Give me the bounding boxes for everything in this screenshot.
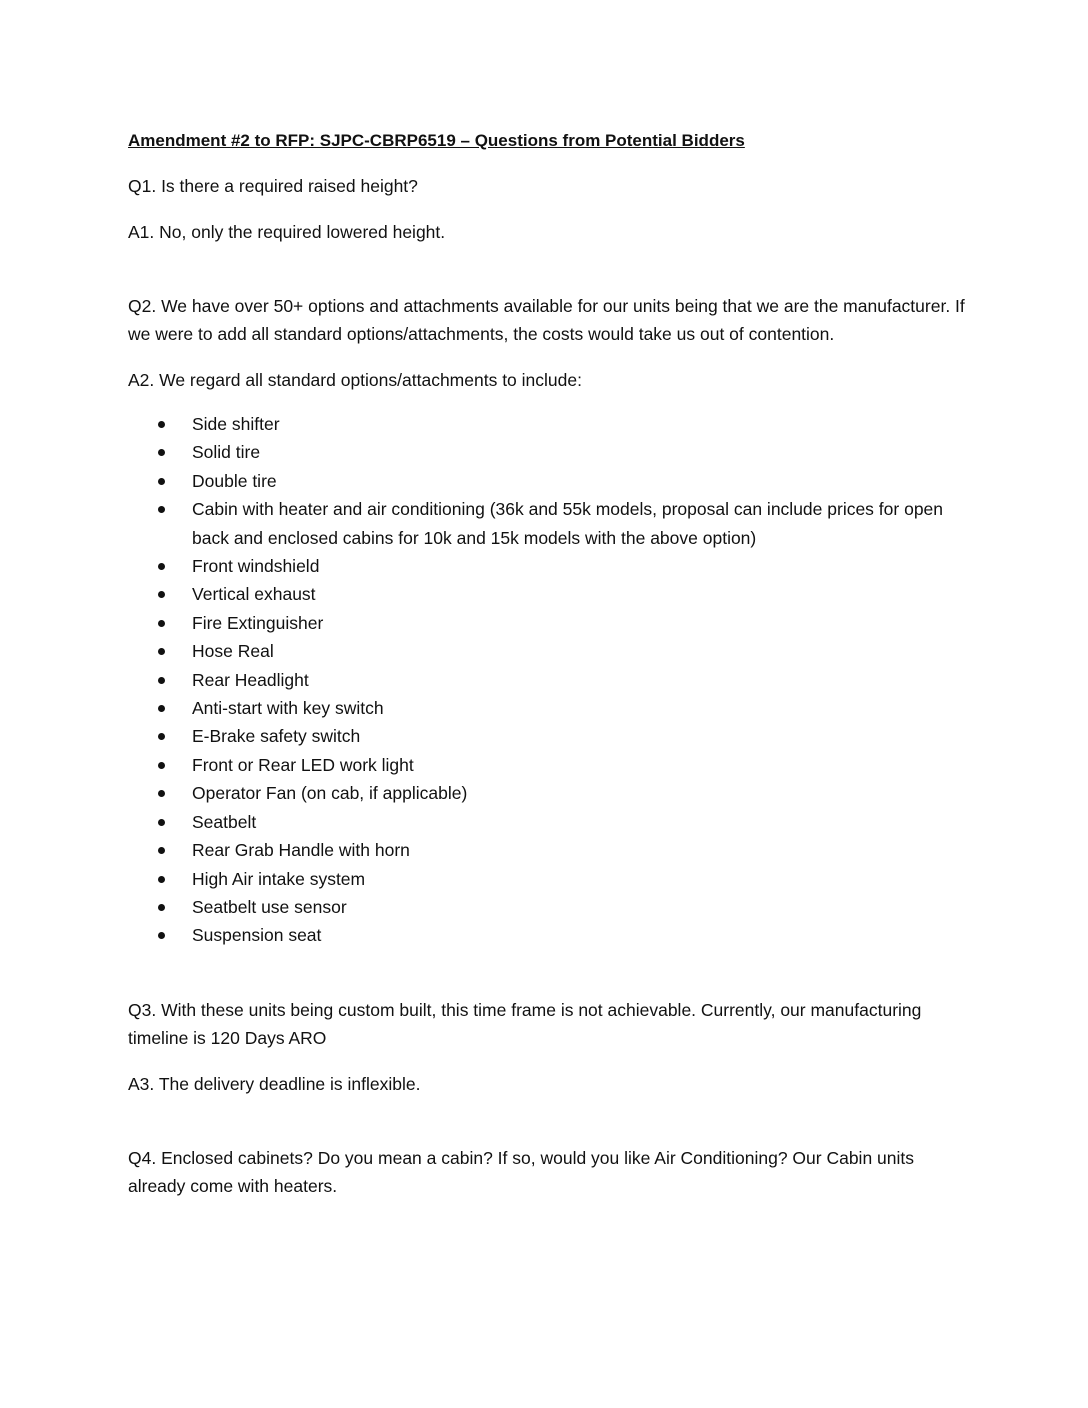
list-item: Rear Headlight bbox=[128, 666, 968, 694]
list-item: Operator Fan (on cab, if applicable) bbox=[128, 779, 968, 807]
bullet-icon bbox=[158, 819, 165, 826]
list-item: Side shifter bbox=[128, 410, 968, 438]
list-item: Anti-start with key switch bbox=[128, 694, 968, 722]
list-item: Suspension seat bbox=[128, 921, 968, 949]
bullet-icon bbox=[158, 790, 165, 797]
bullet-icon bbox=[158, 478, 165, 485]
bullet-icon bbox=[158, 506, 165, 513]
list-item: Hose Real bbox=[128, 637, 968, 665]
answer-3: A3. The delivery deadline is inflexible. bbox=[128, 1073, 421, 1094]
bullet-icon bbox=[158, 733, 165, 740]
question-1: Q1. Is there a required raised height? bbox=[128, 176, 418, 196]
list-item: Front or Rear LED work light bbox=[128, 751, 968, 779]
bullet-icon bbox=[158, 449, 165, 456]
bullet-icon bbox=[158, 620, 165, 627]
list-item: Seatbelt use sensor bbox=[128, 893, 968, 921]
question-2: Q2. We have over 50+ options and attachments available for our units being that we are the manufacturer. If we were to add all standard options/attachments, the costs would take us out of contention. bbox=[128, 296, 965, 344]
bullet-icon bbox=[158, 847, 165, 854]
question-3: Q3. With these units being custom built, this time frame is not achievable. Currently, our manufacturing timeline is 120 Days ARO bbox=[128, 999, 922, 1048]
bullet-icon bbox=[158, 591, 165, 598]
document-heading: Amendment #2 to RFP: SJPC-CBRP6519 – Questions from Potential Bidders bbox=[128, 131, 745, 150]
list-item: Rear Grab Handle with horn bbox=[128, 836, 968, 864]
bullet-icon bbox=[158, 904, 165, 911]
list-item: Double tire bbox=[128, 467, 968, 495]
list-item: High Air intake system bbox=[128, 865, 968, 893]
list-item: Front windshield bbox=[128, 552, 968, 580]
bullet-icon bbox=[158, 421, 165, 428]
bullet-icon bbox=[158, 876, 165, 883]
bullet-icon bbox=[158, 648, 165, 655]
list-item: E-Brake safety switch bbox=[128, 722, 968, 750]
answer-2: A2. We regard all standard options/attachments to include: bbox=[128, 370, 582, 390]
bullet-icon bbox=[158, 932, 165, 939]
options-list bbox=[128, 410, 968, 950]
document-page bbox=[128, 128, 968, 1200]
bullet-icon bbox=[158, 563, 165, 570]
bullet-icon bbox=[158, 677, 165, 684]
bullet-icon bbox=[158, 762, 165, 769]
list-item: Fire Extinguisher bbox=[128, 609, 968, 637]
list-item: Vertical exhaust bbox=[128, 580, 968, 608]
list-item: Solid tire bbox=[128, 438, 968, 466]
question-4: Q4. Enclosed cabinets? Do you mean a cabin? If so, would you like Air Conditioning? Our Cabin units already come with heaters. bbox=[128, 1147, 915, 1196]
answer-1: A1. No, only the required lowered height. bbox=[128, 222, 446, 242]
list-item: Cabin with heater and air conditioning (36k and 55k models, proposal can include prices for open back and enclosed cabins for 10k and 15k models with the above option) bbox=[128, 495, 968, 552]
bullet-icon bbox=[158, 705, 165, 712]
list-item: Seatbelt bbox=[128, 808, 968, 836]
